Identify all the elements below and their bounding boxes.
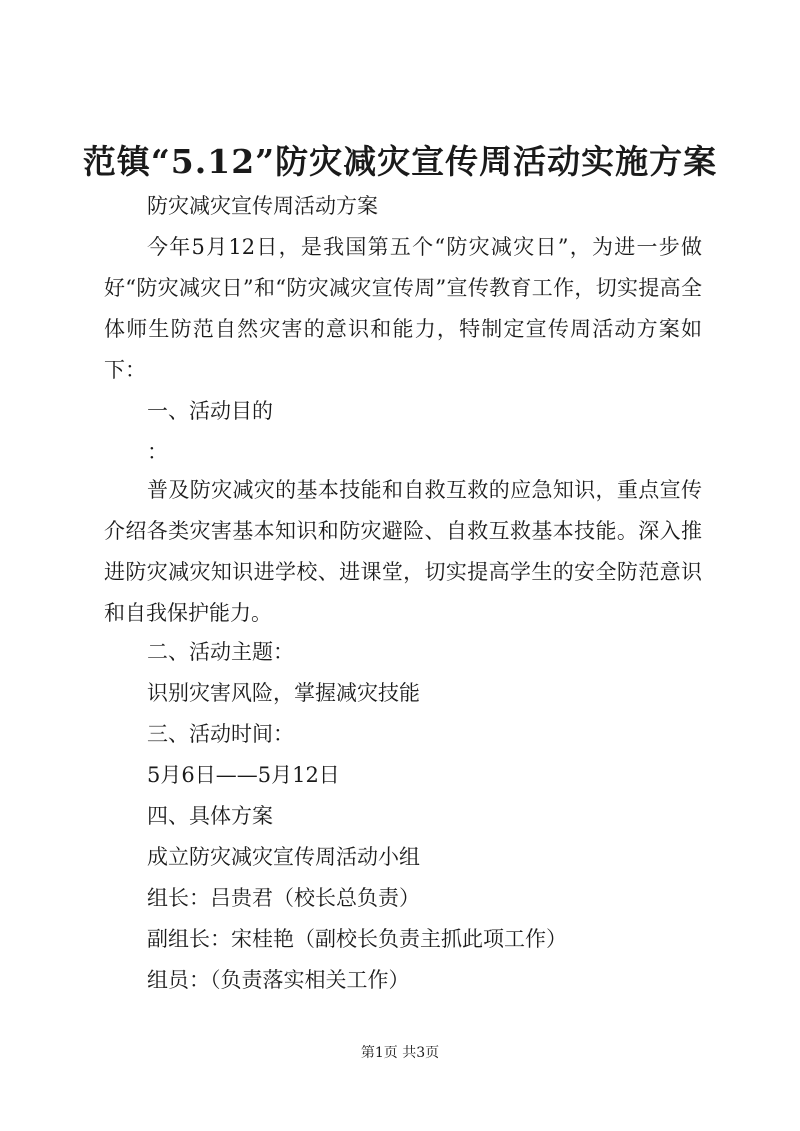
purpose-paragraph: 普及防灾减灾的基本技能和自救互救的应急知识，重点宣传介绍各类灾害基本知识和防灾避险、自救互救基本技能。深入推进防灾减灾知识进学校、进课堂，切实提高学生的安全防范意识和自我保护能力。 [104,478,702,625]
colon-line: ： [147,440,168,464]
intro-paragraph: 今年5月12日，是我国第五个“防灾减灾日”，为进一步做好“防灾减灾日”和“防灾减灾宣传周”宣传教育工作，切实提高全体师生防范自然灾害的意识和能力，特制定宣传周活动方案如下： [104,235,702,382]
plan-line-leader: 组长：吕贵君（校长总负责） [147,886,420,910]
time-text: 5月6日——5月12日 [147,763,340,787]
section-heading-plan: 四、具体方案 [147,804,273,828]
section-heading-theme: 二、活动主题： [147,640,294,664]
plan-line-deputy: 副组长：宋桂艳（副校长负责主抓此项工作） [147,927,567,951]
section-heading-time: 三、活动时间： [147,722,294,746]
document-subtitle: 防灾减灾宣传周活动方案 [147,194,378,218]
section-heading-purpose: 一、活动目的 [147,399,273,423]
plan-line-members: 组员：（负责落实相关工作） [147,968,410,992]
document-title: 范镇“5.12”防灾减灾宣传周活动实施方案 [82,142,718,181]
page-footer: 第1页 共3页 [360,1045,440,1061]
theme-text: 识别灾害风险，掌握减灾技能 [147,681,420,705]
plan-line-group: 成立防灾减灾宣传周活动小组 [147,845,420,869]
